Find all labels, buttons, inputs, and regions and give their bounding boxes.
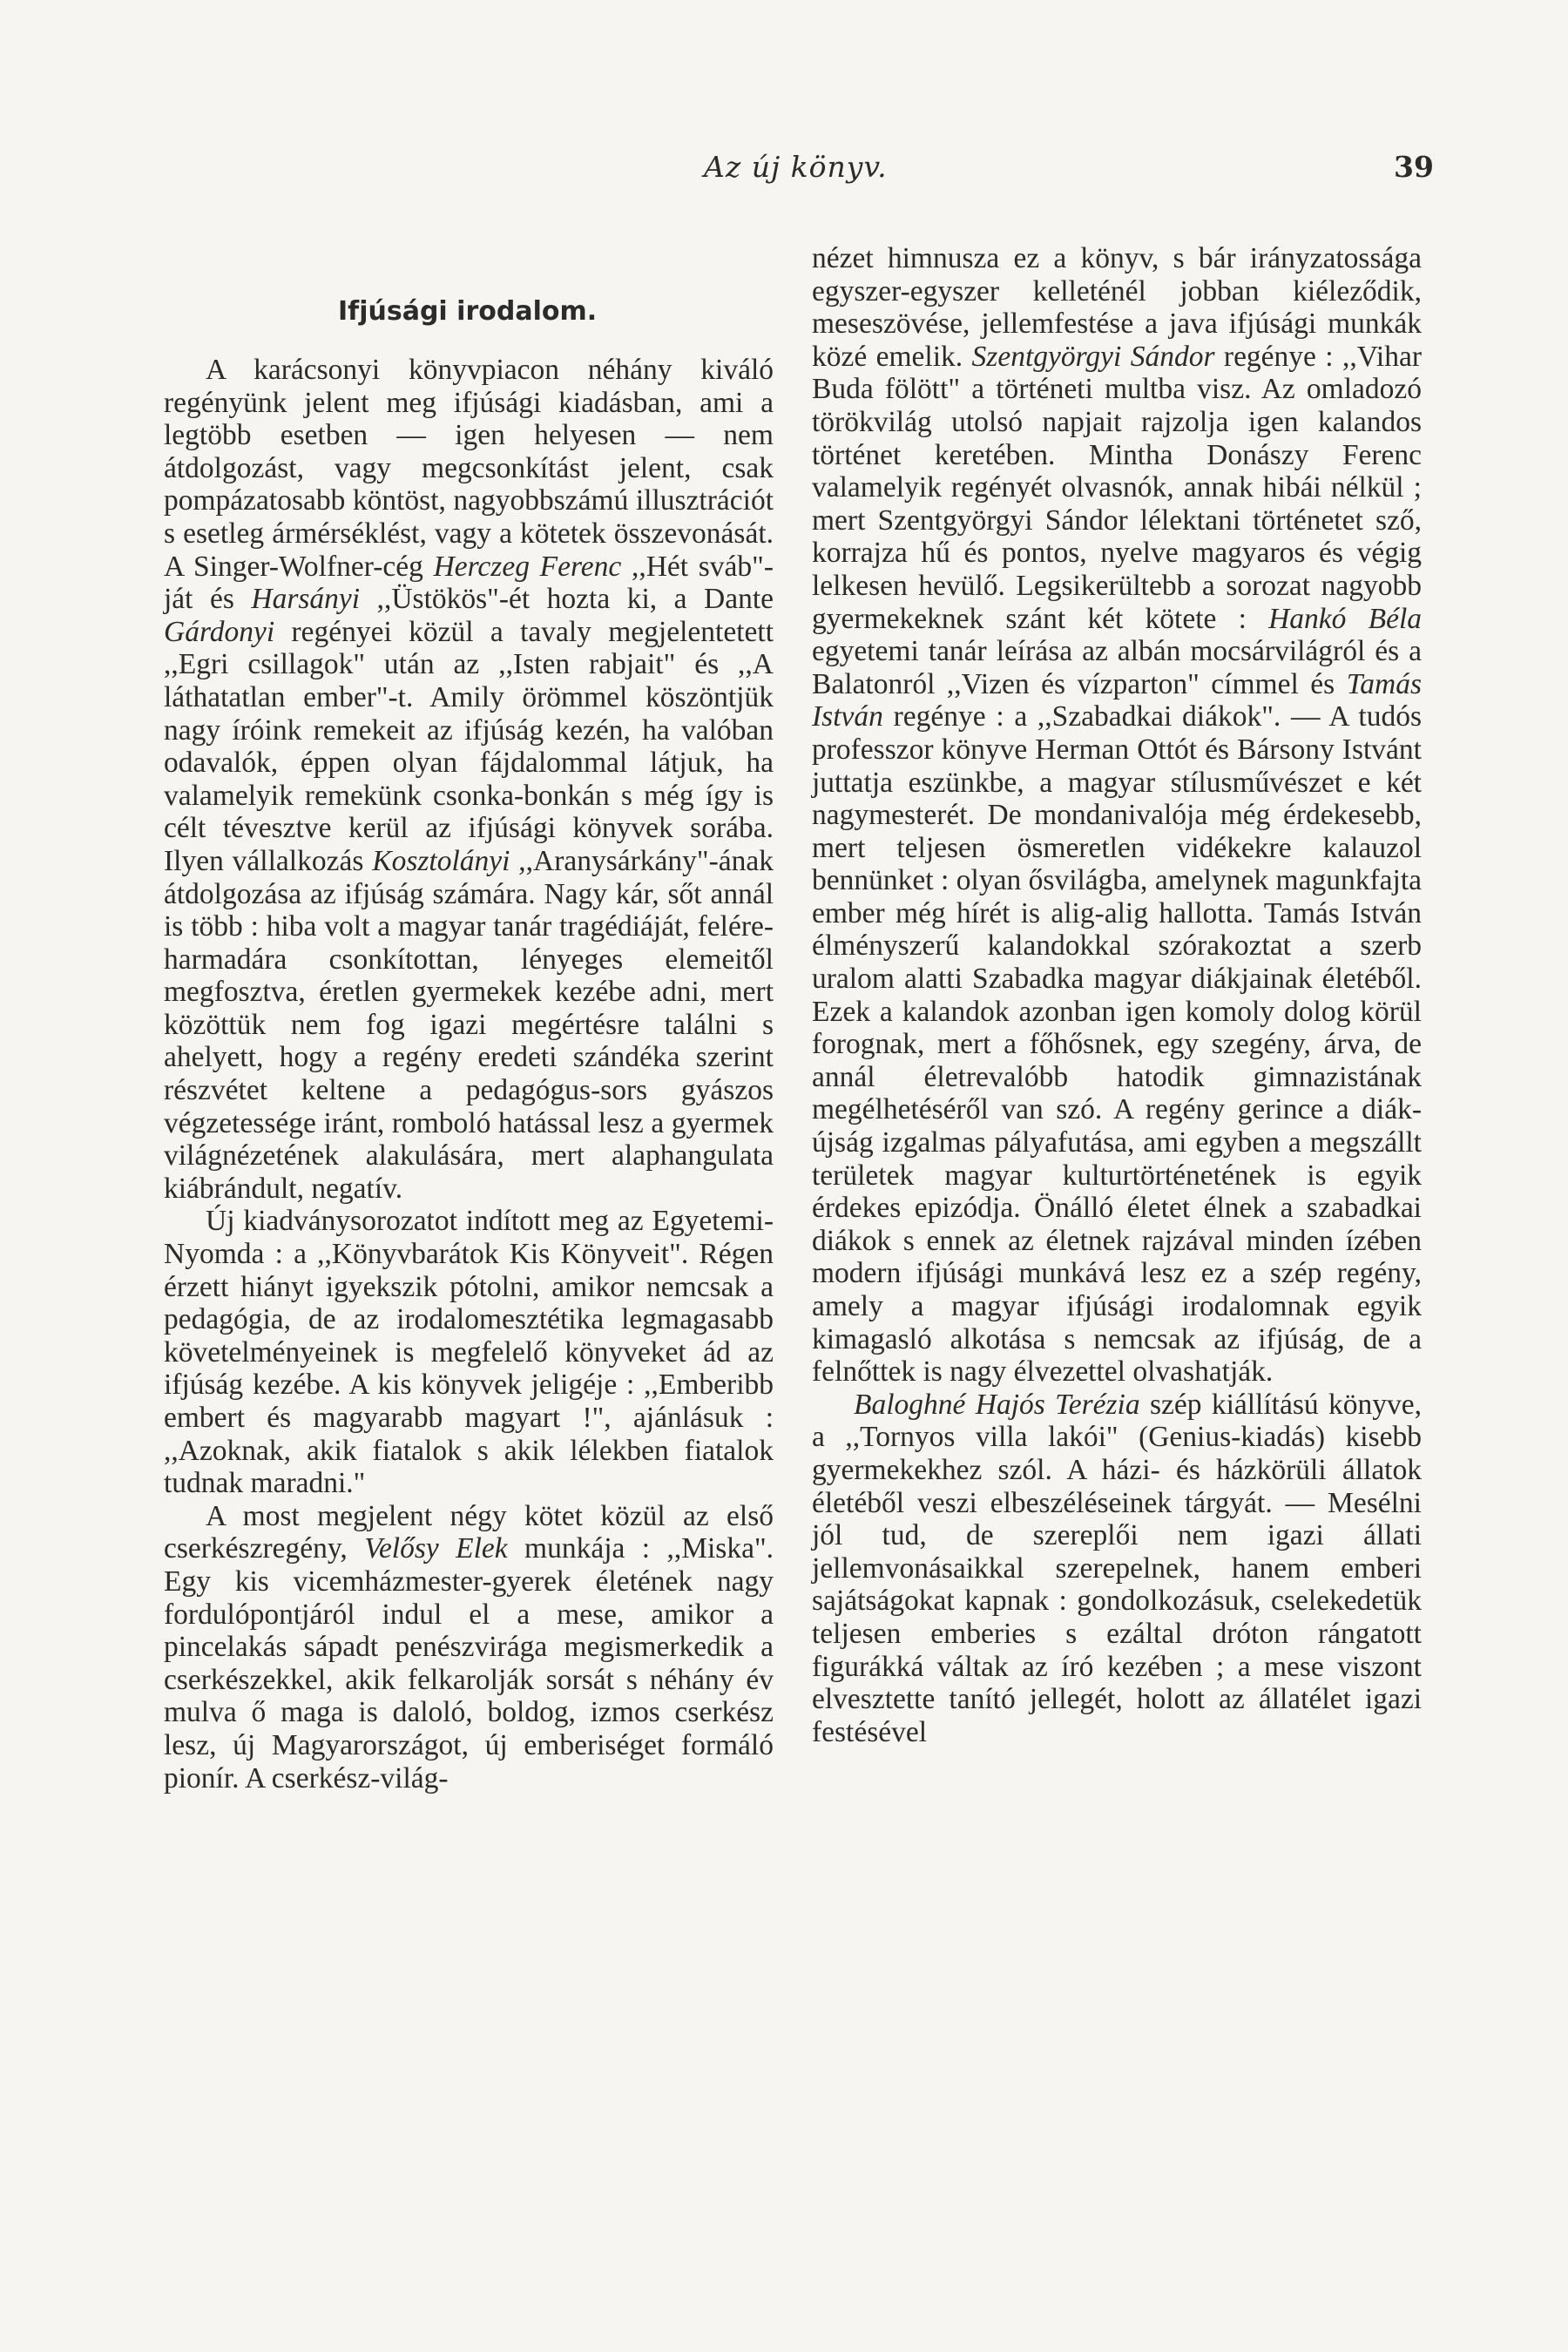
author-name: Velősy Elek <box>364 1532 508 1565</box>
text-run: ,,Hét sváb"-ját és <box>164 550 774 616</box>
author-name: Harsányi <box>251 583 361 616</box>
text-run: szép kiállítású könyve, a ,,Tornyos villa lakói" (Genius-kiadás) kisebb gyermekekhez szól. A házi- és házkörüli állatok életéből veszi elbeszéléseinek tárgyát. — Mesélni jól tud, de szereplői nem igazi állati jellemvonásaikkal szerepelnek, hanem emberi sajátságokat kapnak : gondolkozásuk, cselekedetük teljesen emberies s ezáltal dróton rángatott figurákká váltak az író kezében ; a mese viszont elvesztette tanító jellegét, holott az állatélet igazi festésével <box>812 1388 1422 1748</box>
author-name: Tamás István <box>812 667 1422 733</box>
running-head <box>0 150 1568 193</box>
author-name: Herczeg Ferenc <box>433 550 622 583</box>
left-column <box>164 242 774 1794</box>
running-title: Az új könyv. <box>704 150 888 184</box>
author-name: Baloghné Hajós Terézia <box>854 1388 1140 1421</box>
section-heading: Ifjúsági irodalom. <box>338 296 598 327</box>
author-name: Hankó Béla <box>1268 602 1423 635</box>
page-number: 39 <box>1394 150 1434 184</box>
paragraph: Új kiadványsorozatot indított meg az Egyetemi-Nyomda : a ,,Könyvbarátok Kis Könyveit". Régen érzett hiányt igyekszik pótolni, amikor nemcsak a pedagógia, de az irodalomesztétika legmagasabb követelményeinek is megfelelő könyveket ád az ifjúság kezébe. A kis könyvek jeligéje : ,,Emberibb embert és magyarabb magyart !", ajánlásuk : ,,Azoknak, akik fiatalok s akik lélekben fiatalok tudnak maradni." <box>164 1205 774 1500</box>
author-name: Kosztolányi <box>372 844 510 877</box>
text-run: ,,Üstökös"-ét hozta ki, a Dante <box>360 583 774 616</box>
text-run: munkája : ,,Miska". Egy kis vicemházmester-gyerek életének nagy fordulópontjáról indul el a mese, amikor a pincelakás sápadt penészvirága megismerkedik a cserkészekkel, akik felkarolják sorsát s néhány év mulva ő maga is daloló, boldog, izmos cserkész lesz, új Magyarországot, új emberiséget formáló pionír. A cserkész-világ- <box>164 1532 774 1794</box>
paragraph <box>812 1389 1422 1749</box>
paragraph <box>164 354 774 1205</box>
text-run: regénye : ,,Vihar Buda fölött" a történeti multba visz. Az omladozó törökvilág utolsó napjait rajzolja igen kalandos történet keretében. Mintha Donászy Ferenc valamelyik regényét olvasnók, annak hibái nélkül ; mert Szentgyörgyi Sándor lélektani történetet sző, korrajza hű és pontos, nyelve magyaros és végig lelkesen hevülő. Legsikerültebb a sorozat nagyobb gyermekeknek szánt két kötete : <box>812 340 1423 635</box>
text-run: ,,Aranysárkány"-ának átdolgozása az ifjúság számára. Nagy kár, sőt annál is több : hiba volt a magyar tanár tragédiáját, felére-harmadára csonkítottan, lényeges elemeitől megfosztva, éretlen gyermekek kezébe adni, mert közöttük nem fog igazi megértésre találni s ahelyett, hogy a regény eredeti szándéka szerint részvétet keltene a pedagógus-sors gyászos végzetessége iránt, romboló hatással lesz a gyermek világnézetének alakulására, mert alaphangulata kiábrándult, negatív. <box>164 844 774 1205</box>
text-run: A most megjelent négy kötet közül az első cserkészregény, <box>164 1499 774 1565</box>
text-run: egyetemi tanár leírása az albán mocsárvilágról és a Balatonról ,,Vizen és vízparton" címmel és <box>812 635 1422 700</box>
text-run: regénye : a ,,Szabadkai diákok". — A tudós professzor könyve Herman Ottót és Bársony Istvánt juttatja eszünkbe, a magyar stílusművészet e két nagymesterét. De mondanivalója még érdekesebb, mert teljesen ösmeretlen vidékekre kalauzol bennünket : olyan ősvilágba, amelynek magunkfajta ember még hírét is alig-alig hallotta. Tamás István élményszerű kalandokkal szórakoztat a szerb uralom alatti Szabadka magyar diákjainak életéből. Ezek a kalandok azonban igen komoly dolog körül forognak, mert a főhősnek, egy szegény, árva, de annál életrevalóbb hatodik gimnazistának megélhetéséről van szó. A regény gerince a diák-újság izgalmas pályafutása, ami egyben a megszállt területek magyar kulturtörténetének is egyik érdekes epizódja. Önálló életet élnek a szabadkai diákok s ennek az életnek rajzával minden ízében modern ifjúsági munkává lesz ez a szép regény, amely a magyar ifjúsági irodalomnak egyik kimagasló alkotása s nemcsak az ifjúság, de a felnőttek is nagy élvezettel olvashatják. <box>812 700 1422 1389</box>
author-name: Gárdonyi <box>164 615 275 648</box>
paragraph <box>164 1500 774 1794</box>
text-run: nézet himnusza ez a könyv, s bár irányzatossága egyszer-egyszer kelleténél jobban kiéleződik, meseszövése, jellemfestése a java ifjúsági munkák közé emelik. <box>812 242 1422 373</box>
text-run: regényei közül a tavaly megjelentetett ,,Egri csillagok" után az ,,Isten rabjait" és ,,A láthatatlan ember"-t. Amily örömmel köszöntjük nagy íróink remekeit az ifjúság kezén, ha valóban odavalók, éppen olyan fájdalommal látjuk, ha valamelyik remekünk csonka-bonkán s még így is célt tévesztve kerül az ifjúsági könyvek sorába. Ilyen vállalkozás <box>164 615 774 877</box>
author-name: Szentgyörgyi Sándor <box>971 340 1215 373</box>
text-run: A karácsonyi könyvpiacon néhány kiváló regényünk jelent meg ifjúsági kiadásban, ami a legtöbb esetben — igen helyesen — nem átdolgozást, vagy megcsonkítást jelent, csak pompázatosabb köntöst, nagyobbszámú illusztrációt s esetleg ármérséklést, vagy a kötetek összevonását. A Singer-Wolfner-cég <box>164 354 774 583</box>
right-column <box>812 242 1422 1748</box>
paragraph <box>812 242 1422 1389</box>
